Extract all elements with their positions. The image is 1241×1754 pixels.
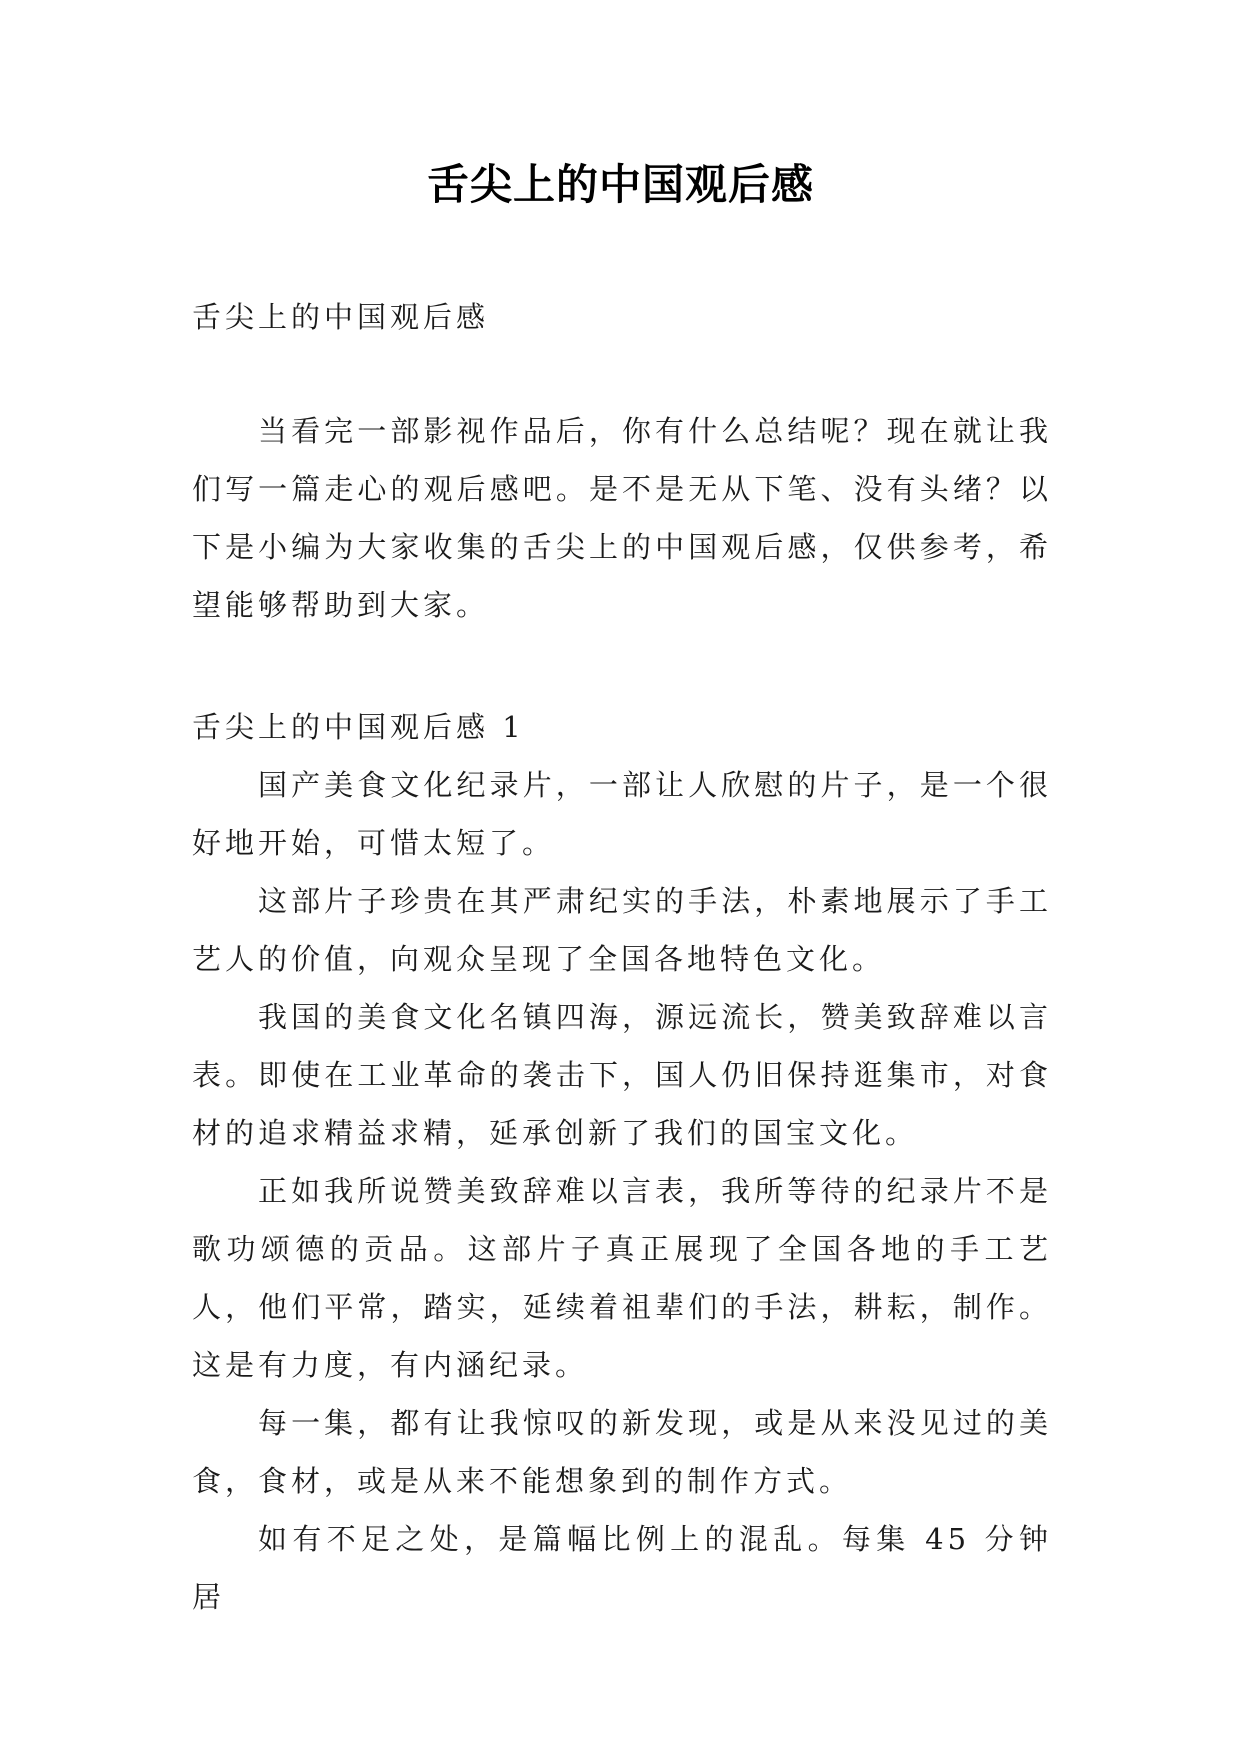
page-title: 舌尖上的中国观后感 [426, 160, 814, 209]
section-heading: 舌尖上的中国观后感 1 [192, 710, 525, 744]
body-paragraph-4: 正如我所说赞美致辞难以言表，我所等待的纪录片不是歌功颂德的贡品。这部片子真正展现了全国各地的手工艺人，他们平常，踏实，延续着祖辈们的手法，耕耘，制作。这是有力度，有内涵纪录。 [192, 1174, 1052, 1382]
body-paragraph-6: 如有不足之处，是篇幅比例上的混乱。每集 45 分钟居 [192, 1522, 1052, 1614]
section-1 [192, 698, 1052, 1626]
document-subtitle: 舌尖上的中国观后感 [192, 300, 490, 334]
body-paragraph-5: 每一集，都有让我惊叹的新发现，或是从来没见过的美食，食材，或是从来不能想象到的制作方式。 [192, 1406, 1052, 1498]
intro-paragraph: 当看完一部影视作品后，你有什么总结呢？现在就让我们写一篇走心的观后感吧。是不是无从下笔、没有头绪？以下是小编为大家收集的舌尖上的中国观后感，仅供参考，希望能够帮助到大家。 [192, 414, 1052, 622]
body-paragraph-2: 这部片子珍贵在其严肃纪实的手法，朴素地展示了手工艺人的价值，向观众呈现了全国各地特色文化。 [192, 884, 1052, 976]
body-paragraph-3: 我国的美食文化名镇四海，源远流长，赞美致辞难以言表。即使在工业革命的袭击下，国人仍旧保持逛集市，对食材的追求精益求精，延承创新了我们的国宝文化。 [192, 1000, 1052, 1150]
body-paragraph-1: 国产美食文化纪录片，一部让人欣慰的片子，是一个很好地开始，可惜太短了。 [192, 768, 1052, 860]
